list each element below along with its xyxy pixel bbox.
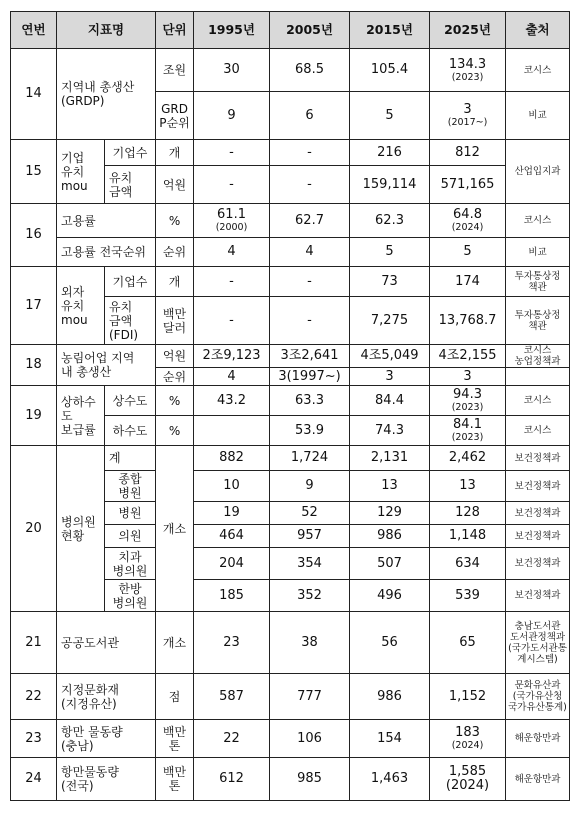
row-number: 16 — [11, 204, 57, 267]
unit-cell: 백만 달러 — [156, 297, 194, 345]
indicator-name: 항만물동량 (전국) — [57, 758, 156, 801]
row-number: 24 — [11, 758, 57, 801]
sub-indicator: 하수도 — [105, 416, 156, 446]
source-cell: 보건정책과 — [506, 580, 570, 612]
value-2005: 3조2,641 — [270, 345, 350, 368]
value-2025-main: 134.3 — [448, 56, 487, 72]
value-2015: 4조5,049 — [350, 345, 430, 368]
value-2025-main: 94.3 — [453, 387, 482, 402]
sub-indicator: 종합 병원 — [105, 471, 156, 502]
value-2005: - — [270, 267, 350, 297]
value-1995: 4 — [194, 368, 270, 386]
unit-cell: 백만 톤 — [156, 758, 194, 801]
indicator-name: 기업 유치 mou — [57, 140, 105, 204]
value-2025 — [430, 386, 506, 416]
value-2025: 1,152 — [430, 674, 506, 720]
unit-cell: 조원 — [156, 49, 194, 92]
value-2005: 354 — [270, 548, 350, 580]
value-2015: 507 — [350, 548, 430, 580]
sub-indicator: 기업수 — [105, 267, 156, 297]
value-2005: 68.5 — [270, 49, 350, 92]
value-2025-main: 84.1 — [453, 417, 482, 432]
unit-cell: 개 — [156, 267, 194, 297]
value-2015: 129 — [350, 502, 430, 525]
value-2025-note: (2023) — [451, 402, 484, 413]
value-2015: 73 — [350, 267, 430, 297]
indicator-name: 지역내 총생산 (GRDP) — [57, 49, 156, 140]
value-2025: 2,462 — [430, 446, 506, 471]
value-2025-note: (2024) — [451, 222, 484, 233]
value-2025 — [430, 720, 506, 758]
value-1995: 9 — [194, 92, 270, 140]
value-2025 — [430, 49, 506, 92]
unit-cell: 개 — [156, 140, 194, 166]
source-cell: 해운항만과 — [506, 720, 570, 758]
unit-cell: % — [156, 416, 194, 446]
value-1995: 22 — [194, 720, 270, 758]
unit-cell: 순위 — [156, 368, 194, 386]
source-cell: 코시스 농업정책과 — [506, 345, 570, 368]
row-number: 15 — [11, 140, 57, 204]
sub-indicator: 기업수 — [105, 140, 156, 166]
row-number: 19 — [11, 386, 57, 446]
row-number: 17 — [11, 267, 57, 345]
unit-cell: 개소 — [156, 612, 194, 674]
value-2025: 4조2,155 — [430, 345, 506, 368]
value-1995: - — [194, 267, 270, 297]
value-1995: 4 — [194, 238, 270, 267]
value-2005: 6 — [270, 92, 350, 140]
value-2015: 159,114 — [350, 166, 430, 204]
value-1995: 2조9,123 — [194, 345, 270, 368]
value-2005: 52 — [270, 502, 350, 525]
value-2005: 352 — [270, 580, 350, 612]
source-cell: 코시스 — [506, 386, 570, 416]
value-2015: 62.3 — [350, 204, 430, 238]
unit-cell: 개소 — [156, 446, 194, 612]
value-1995: - — [194, 297, 270, 345]
value-2015: 986 — [350, 525, 430, 548]
value-1995-main: 61.1 — [217, 207, 246, 222]
value-2015: 13 — [350, 471, 430, 502]
value-2015: 1,463 — [350, 758, 430, 801]
unit-cell: GRDP순위 — [156, 92, 194, 140]
value-1995: 23 — [194, 612, 270, 674]
row-number: 20 — [11, 446, 57, 612]
value-2025 — [430, 92, 506, 140]
unit-cell: % — [156, 204, 194, 238]
unit-cell: 백만 톤 — [156, 720, 194, 758]
sub-indicator: 치과 병의원 — [105, 548, 156, 580]
source-cell: 비교 — [506, 238, 570, 267]
value-2005: - — [270, 140, 350, 166]
value-1995: 43.2 — [194, 386, 270, 416]
indicator-name: 농림어업 지역 내 총생산 — [57, 345, 156, 386]
value-2005: 777 — [270, 674, 350, 720]
value-1995: 612 — [194, 758, 270, 801]
source-cell: 보건정책과 — [506, 446, 570, 471]
indicator-name: 외자 유치 mou — [57, 267, 105, 345]
header-source: 출처 — [506, 12, 570, 49]
value-1995: 464 — [194, 525, 270, 548]
value-1995 — [194, 416, 270, 446]
header-2015: 2015년 — [350, 12, 430, 49]
value-2025-note: (2024) — [451, 740, 484, 751]
value-2005: 957 — [270, 525, 350, 548]
value-2025: 812 — [430, 140, 506, 166]
value-1995: 204 — [194, 548, 270, 580]
row-number: 22 — [11, 674, 57, 720]
value-2025-main: 64.8 — [453, 207, 482, 222]
value-2025-main: 183 — [455, 725, 480, 740]
sub-indicator: 계 — [105, 446, 156, 471]
indicator-name: 항만 물동량 (충남) — [57, 720, 156, 758]
indicator-name: 지정문화재 (지정유산) — [57, 674, 156, 720]
unit-cell: 순위 — [156, 238, 194, 267]
value-2005: 53.9 — [270, 416, 350, 446]
source-cell: 문화유산과 (국가유산청 국가유산통계) — [506, 674, 570, 720]
header-unit: 단위 — [156, 12, 194, 49]
value-2025: 13,768.7 — [430, 297, 506, 345]
unit-cell: % — [156, 386, 194, 416]
value-2015: 5 — [350, 92, 430, 140]
source-cell: 보건정책과 — [506, 471, 570, 502]
source-cell: 보건정책과 — [506, 525, 570, 548]
source-cell: 코시스 — [506, 49, 570, 92]
value-2005: 63.3 — [270, 386, 350, 416]
value-2025: 65 — [430, 612, 506, 674]
value-2005: 985 — [270, 758, 350, 801]
value-2005: 106 — [270, 720, 350, 758]
source-cell: 코시스 — [506, 416, 570, 446]
indicator-name: 병의원 현황 — [57, 446, 105, 612]
value-2025: 3 — [430, 368, 506, 386]
row-number: 14 — [11, 49, 57, 140]
source-cell: 해운항만과 — [506, 758, 570, 801]
value-2015: 105.4 — [350, 49, 430, 92]
indicator-table — [10, 11, 570, 801]
indicator-name: 공공도서관 — [57, 612, 156, 674]
value-2025: 5 — [430, 238, 506, 267]
header-no: 연번 — [11, 12, 57, 49]
value-2015: 496 — [350, 580, 430, 612]
value-2025: 571,165 — [430, 166, 506, 204]
indicator-table-wrap — [10, 11, 570, 801]
value-2025: 1,585 (2024) — [430, 758, 506, 801]
sub-indicator: 유치 금액 (FDI) — [105, 297, 156, 345]
value-2025: 1,148 — [430, 525, 506, 548]
value-2005: 3(1997~) — [270, 368, 350, 386]
header-1995: 1995년 — [194, 12, 270, 49]
value-2025-note: (2017~) — [447, 117, 488, 128]
row-number: 18 — [11, 345, 57, 386]
source-cell: 충남도서관 도서관정책과 (국가도서관통계시스템) — [506, 612, 570, 674]
source-cell: 투자통상정 책관 — [506, 297, 570, 345]
source-cell: 산업입지과 — [506, 140, 570, 204]
indicator-name: 고용률 전국순위 — [57, 238, 156, 267]
value-2015: 74.3 — [350, 416, 430, 446]
value-1995: 882 — [194, 446, 270, 471]
source-cell — [506, 368, 570, 386]
value-1995 — [194, 204, 270, 238]
value-2025: 174 — [430, 267, 506, 297]
value-2025 — [430, 416, 506, 446]
value-1995-note: (2000) — [215, 222, 248, 233]
source-cell: 보건정책과 — [506, 548, 570, 580]
value-2015: 986 — [350, 674, 430, 720]
value-2015: 216 — [350, 140, 430, 166]
value-2025 — [430, 204, 506, 238]
value-2025-note: (2023) — [451, 71, 484, 83]
sub-indicator: 상수도 — [105, 386, 156, 416]
value-2025: 634 — [430, 548, 506, 580]
value-2005: 4 — [270, 238, 350, 267]
value-1995: 19 — [194, 502, 270, 525]
row-number: 21 — [11, 612, 57, 674]
value-2015: 7,275 — [350, 297, 430, 345]
unit-cell: 억원 — [156, 345, 194, 368]
value-2015: 84.4 — [350, 386, 430, 416]
value-2005: - — [270, 166, 350, 204]
value-2015: 3 — [350, 368, 430, 386]
value-2015: 154 — [350, 720, 430, 758]
value-2015: 2,131 — [350, 446, 430, 471]
unit-cell: 점 — [156, 674, 194, 720]
value-2015: 5 — [350, 238, 430, 267]
value-1995: 30 — [194, 49, 270, 92]
value-2005: 1,724 — [270, 446, 350, 471]
unit-cell: 억원 — [156, 166, 194, 204]
indicator-name: 고용률 — [57, 204, 156, 238]
value-1995: 185 — [194, 580, 270, 612]
header-indicator: 지표명 — [57, 12, 156, 49]
value-1995: - — [194, 140, 270, 166]
sub-indicator: 의원 — [105, 525, 156, 548]
value-2025: 13 — [430, 471, 506, 502]
value-2015: 56 — [350, 612, 430, 674]
source-cell: 투자통상정 책관 — [506, 267, 570, 297]
value-1995: - — [194, 166, 270, 204]
value-1995: 10 — [194, 471, 270, 502]
value-2025-note: (2023) — [451, 432, 484, 443]
value-2005: 38 — [270, 612, 350, 674]
sub-indicator: 병원 — [105, 502, 156, 525]
value-1995: 587 — [194, 674, 270, 720]
header-2005: 2005년 — [270, 12, 350, 49]
value-2025: 128 — [430, 502, 506, 525]
indicator-name: 상하수도 보급률 — [57, 386, 105, 446]
value-2025-main: 3 — [463, 102, 472, 117]
sub-indicator: 한방 병의원 — [105, 580, 156, 612]
source-cell: 보건정책과 — [506, 502, 570, 525]
sub-indicator: 유치 금액 — [105, 166, 156, 204]
value-2005: 62.7 — [270, 204, 350, 238]
header-2025: 2025년 — [430, 12, 506, 49]
row-number: 23 — [11, 720, 57, 758]
source-cell: 코시스 — [506, 204, 570, 238]
value-2005: 9 — [270, 471, 350, 502]
source-cell: 비교 — [506, 92, 570, 140]
value-2025: 539 — [430, 580, 506, 612]
value-2005: - — [270, 297, 350, 345]
